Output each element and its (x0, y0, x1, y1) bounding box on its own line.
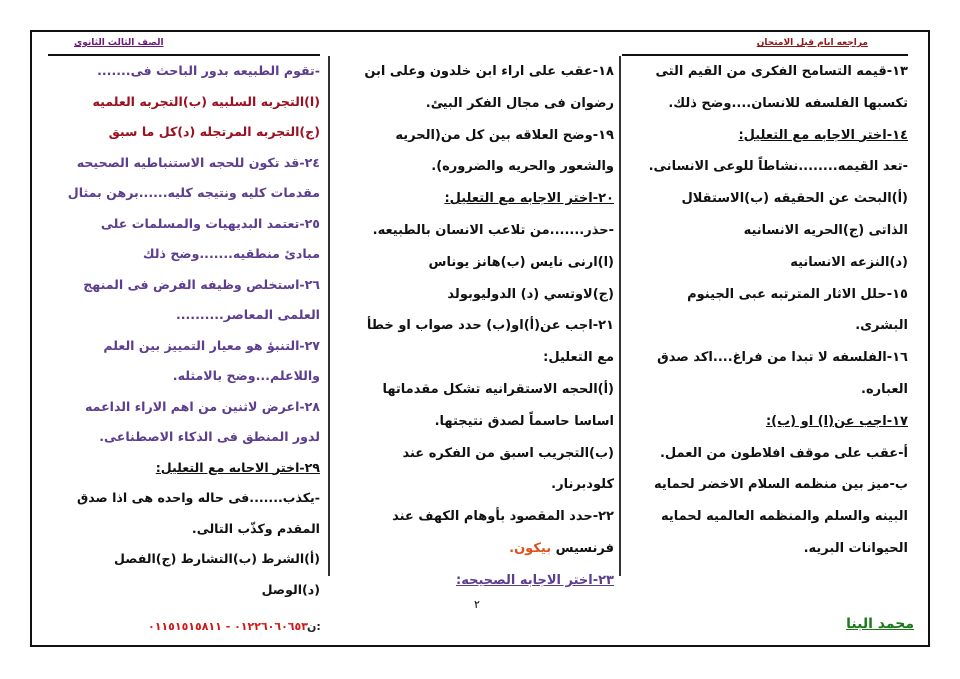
q15-line1: ١٥-حلل الاثار المترتبه عبى الجينوم (687, 286, 908, 302)
q20-stem: -حذر.......من تلاعب الانسان بالطبيعه. (372, 222, 614, 238)
q19-line1: ١٩-وضح العلاقه بين كل من(الحريه (395, 127, 614, 143)
q23-stem: -تقوم الطبيعه بدور الباحث فى....... (97, 63, 320, 78)
q23-options-2: (ج)التجربه المرتجله (د)كل ما سبق (108, 124, 320, 139)
q23-options-1: (ا)التجربه السلبيه (ب)التجربه العلميه (92, 93, 320, 109)
q27-line1: ٢٧-التنبؤ هو معيار التمييز بين العلم (103, 337, 320, 353)
q15-line2: البشرى. (855, 318, 908, 334)
q21-a-line1: (أ)الحجه الاستقرانيه تشكل مقدماتها (382, 381, 614, 397)
q21-b-line2: كلودبرنار. (551, 477, 614, 493)
q14-options-1: (أ)البحث عن الحقيقه (ب)الاستقلال (681, 191, 908, 207)
q24-line1: ٢٤-قد تكون للحجه الاستنباطيه الصحيحه (76, 154, 320, 170)
q17-b-line2: البينه والسلم والمنظمه العالميه لحمايه (660, 509, 908, 525)
q28-line1: ٢٨-اعرض لاثنين من اهم الاراء الداعمه (84, 398, 320, 414)
q22-highlight: بيكون. (509, 540, 552, 556)
q14-heading: ١٤-اختر الاجابه مع التعليل: (738, 127, 908, 143)
left-column (48, 56, 320, 605)
q28-line2: لدور المنطق فى الذكاء الاصطناعى. (99, 429, 320, 444)
q17-heading: ١٧-اجب عن(ا) او (ب): (765, 413, 908, 429)
q21-line2: مع التعليل: (543, 350, 614, 366)
q17-b-line3: الحيوانات البريه. (803, 540, 908, 556)
q17-a: أ-عقب على موقف افلاطون من العمل. (659, 445, 908, 461)
column-divider-right (619, 56, 621, 576)
q14-stem: -تعد القيمه........نشاطاً للوعى الانسانى. (648, 159, 908, 175)
q14-options-2: الذاتى (ج)الحريه الانسانيه (743, 222, 908, 238)
q13-line1: ١٣-قيمه التسامح الفكرى من القيم التى (655, 64, 908, 79)
q22-text: فرنسيس (551, 540, 614, 556)
q25-line2: مبادئ منطقيه.......وضح ذلك (143, 246, 320, 261)
q29-options-2: (د)الوصل (261, 581, 320, 597)
phone-label: ن: (307, 620, 321, 633)
q23-heading: ٢٣-اختر الاجابه الصحيحه: (456, 572, 614, 588)
q17-b-line1: ب-ميز بين منظمه السلام الاخضر لحمايه (653, 477, 908, 493)
q16-line2: العباره. (861, 381, 908, 397)
q29-options-1: (أ)الشرط (ب)التشارط (ج)الفصل (114, 551, 320, 566)
q22-line1: ٢٢-حدد المقصود بأوهام الكهف عند (392, 509, 614, 525)
q22-line2 (336, 533, 614, 565)
q20-options-2: (ج)لاوتسي (د) الدوليوبولد (447, 286, 614, 302)
q21-a-line2: اساسا حاسماً لصدق نتيجتها. (434, 413, 614, 429)
q20-options-1: (ا)ارنى نايس (ب)هانز يوناس (428, 254, 614, 270)
q14-options-3: (د)النزعه الانسانيه (790, 254, 908, 270)
q18-line2: رضوان فى مجال الفكر البيئ. (425, 95, 614, 111)
middle-column (336, 56, 614, 597)
q20-heading: ٢٠-اختر الاجابه مع التعليل: (444, 191, 614, 207)
q29-heading: ٢٩-اختر الاجابه مع التعليل: (155, 459, 320, 475)
right-column (622, 56, 908, 565)
q29-stem-line2: المقدم وكذّب التالى. (191, 520, 320, 536)
column-divider-left (328, 56, 330, 576)
q18-line1: ١٨-عقب على اراء ابن خلدون وعلى ابن (364, 64, 614, 79)
q26-line2: العلمى المعاصر.......... (175, 307, 320, 322)
q27-line2: واللاعلم...وضح بالامثله. (172, 368, 320, 383)
q26-line1: ٢٦-استخلص وظيفه الفرض فى المنهج (83, 276, 320, 292)
q29-stem-line1: -يكذب.......فى حاله واحده هى اذا صدق (77, 490, 320, 505)
q21-line1: ٢١-اجب عن(أ)او(ب) حدد صواب او خطأ (366, 318, 614, 334)
page-number: ٢ (474, 598, 480, 611)
header-right-title: مراجعه ايام قبل الامتحان (756, 38, 868, 48)
q24-line2: مقدمات كليه ونتيجه كليه......برهن بمثال (67, 185, 320, 200)
q16-line1: ١٦-الفلسفه لا تبدا من فراغ....اكد صدق (657, 350, 908, 366)
q25-line1: ٢٥-تعتمد البديهيات والمسلمات على (100, 215, 320, 231)
phone-numbers: ٠١٢٢٦٠٦٠٦٥٣ - ٠١١٥١٥١٥٨١١ (148, 620, 308, 633)
q19-line2: والشعور والحريه والضروره). (431, 159, 614, 175)
author-name: محمد البنا (846, 616, 914, 632)
q21-b-line1: (ب)التجريب اسبق من الفكره عند (402, 445, 614, 461)
header-left-title: الصف الثالث الثانوى (74, 38, 164, 48)
q13-line2: تكسبها الفلسفه للانسان....وضح ذلك. (668, 95, 908, 111)
